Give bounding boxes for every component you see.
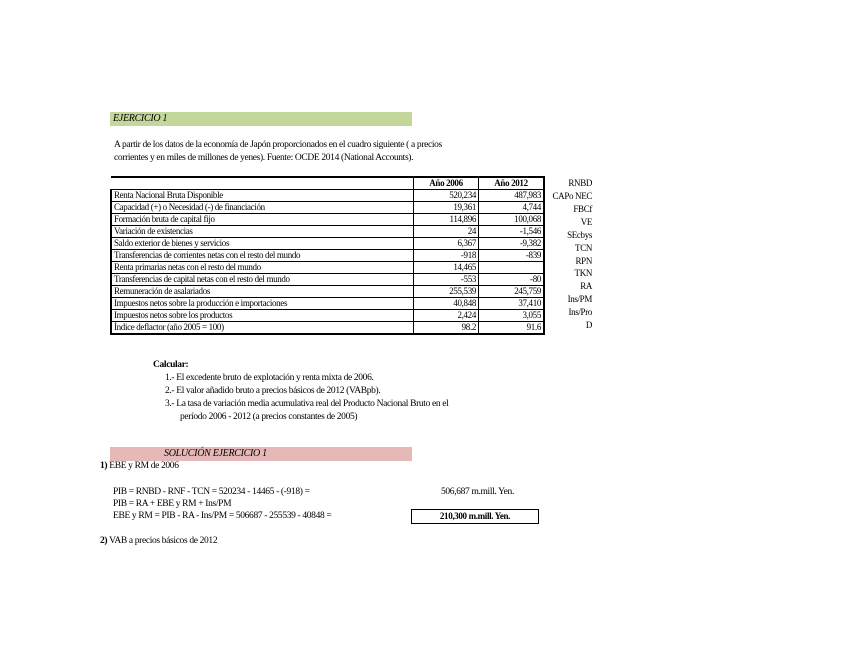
- data-table: [110, 176, 545, 335]
- row-label: Transferencias de capital netas con el resto del mundo: [111, 274, 414, 286]
- question-2-number: 2): [100, 536, 108, 546]
- variable-code: FBCf: [573, 203, 592, 214]
- question-2-title: VAB a precios básicos de 2012: [109, 536, 218, 546]
- table-row: [111, 238, 544, 250]
- variable-code: TKN: [574, 268, 592, 279]
- table-row: [111, 286, 544, 298]
- value-2006: 2,424: [414, 310, 479, 322]
- value-2012: -1,546: [479, 226, 545, 238]
- value-2006: 255,539: [414, 286, 479, 298]
- value-2012: -80: [479, 274, 545, 286]
- table-row: [111, 190, 544, 202]
- value-2012: 3,055: [479, 310, 545, 322]
- variable-code: RPN: [575, 255, 592, 266]
- table-row: [111, 298, 544, 310]
- row-label: Renta Nacional Bruta Disponible: [111, 190, 414, 202]
- value-2006: -918: [414, 250, 479, 262]
- solution-line-3: EBE y RM = PIB - RA - Ins/PM = 506687 - 255539 - 40848 =: [113, 511, 332, 521]
- value-2012: 100,068: [479, 214, 545, 226]
- variable-code: VE: [580, 216, 592, 227]
- row-label: Saldo exterior de bienes y servicios: [111, 238, 414, 250]
- value-2006: 19,361: [414, 202, 479, 214]
- solution-line-2: PIB = RA + EBE y RM + Ins/PM: [113, 499, 232, 509]
- question-1-title: EBE y RM de 2006: [109, 461, 179, 471]
- value-2006: 40,848: [414, 298, 479, 310]
- row-label: Variación de existencias: [111, 226, 414, 238]
- row-label: Índice deflactor (año 2005 = 100): [111, 322, 414, 335]
- row-label: Impuestos netos sobre la producción e importaciones: [111, 298, 414, 310]
- question-1-number: 1): [100, 461, 108, 471]
- row-label: Transferencias de corrientes netas con el resto del mundo: [111, 250, 414, 262]
- value-2012: 91.6: [479, 322, 545, 335]
- table-row: [111, 250, 544, 262]
- variable-code: RNBD: [568, 178, 592, 188]
- value-2006: 520,234: [414, 190, 479, 202]
- ebe-result-box: 210,300 m.mill. Yen.: [411, 509, 539, 524]
- table-header-blank: [111, 177, 414, 190]
- table-row: [111, 310, 544, 322]
- solution-title: SOLUCIÓN EJERCICIO 1: [110, 447, 412, 461]
- value-2006: -553: [414, 274, 479, 286]
- calc-item-1: 1.- El excedente bruto de explotación y renta mixta de 2006.: [165, 373, 374, 383]
- value-2012: 4,744: [479, 202, 545, 214]
- value-2012: 37,410: [479, 298, 545, 310]
- value-2006: 14,465: [414, 262, 479, 274]
- variable-code: Ins/Pro: [568, 307, 592, 318]
- table-row: [111, 214, 544, 226]
- variable-code: RA: [580, 281, 592, 292]
- exercise-title: EJERCICIO 1: [110, 112, 412, 126]
- variable-code: D: [585, 320, 592, 331]
- value-2006: 114,896: [414, 214, 479, 226]
- calc-item-3: 3.- La tasa de variación media acumulativa real del Producto Nacional Bruto en el: [165, 399, 449, 409]
- table-row: [111, 274, 544, 286]
- value-2012: -839: [479, 250, 545, 262]
- solution-line-1: PIB = RNBD - RNF - TCN = 520234 - 14465 - (-918) =: [113, 487, 310, 497]
- value-2012: 487,983: [479, 190, 545, 202]
- column-header-2012: Año 2012: [479, 177, 545, 190]
- row-label: Remuneración de asalariados: [111, 286, 414, 298]
- value-2006: 24: [414, 226, 479, 238]
- question-2-heading: [100, 535, 217, 547]
- variable-code: Ins/PM: [567, 294, 592, 305]
- table-row: [111, 226, 544, 238]
- table-header-row: [111, 177, 544, 190]
- pib-result: 506,687 m.mill. Yen.: [441, 487, 514, 497]
- variable-code: TCN: [575, 242, 592, 253]
- table-row: [111, 322, 544, 335]
- value-2012: -9,382: [479, 238, 545, 250]
- calc-item-2: 2.- El valor añadido bruto a precios básicos de 2012 (VABpb).: [165, 386, 381, 396]
- column-header-2006: Año 2006: [414, 177, 479, 190]
- variable-code: CAPo NEC: [552, 190, 592, 201]
- variable-code: SEcbys: [567, 229, 592, 240]
- row-label: Impuestos netos sobre los productos: [111, 310, 414, 322]
- table-row: [111, 202, 544, 214]
- table-row: [111, 262, 544, 274]
- row-label: Capacidad (+) o Necesidad (-) de financiación: [111, 202, 414, 214]
- intro-line-1: A partir de los datos de la economía de Japón proporcionados en el cuadro siguiente ( a precios: [114, 140, 442, 150]
- question-1-heading: [100, 460, 179, 472]
- row-label: Renta primarias netas con el resto del mundo: [111, 262, 414, 274]
- intro-line-2: corrientes y en miles de millones de yenes). Fuente: OCDE 2014 (National Accounts).: [114, 153, 414, 163]
- row-label: Formación bruta de capital fijo: [111, 214, 414, 226]
- value-2006: 98.2: [414, 322, 479, 335]
- value-2006: 6,367: [414, 238, 479, 250]
- value-2012: [479, 262, 545, 274]
- value-2012: 245,759: [479, 286, 545, 298]
- calc-title: Calcular:: [153, 360, 189, 370]
- calc-item-3-cont: período 2006 - 2012 (a precios constantes de 2005): [180, 412, 358, 422]
- variable-codes: [542, 177, 592, 332]
